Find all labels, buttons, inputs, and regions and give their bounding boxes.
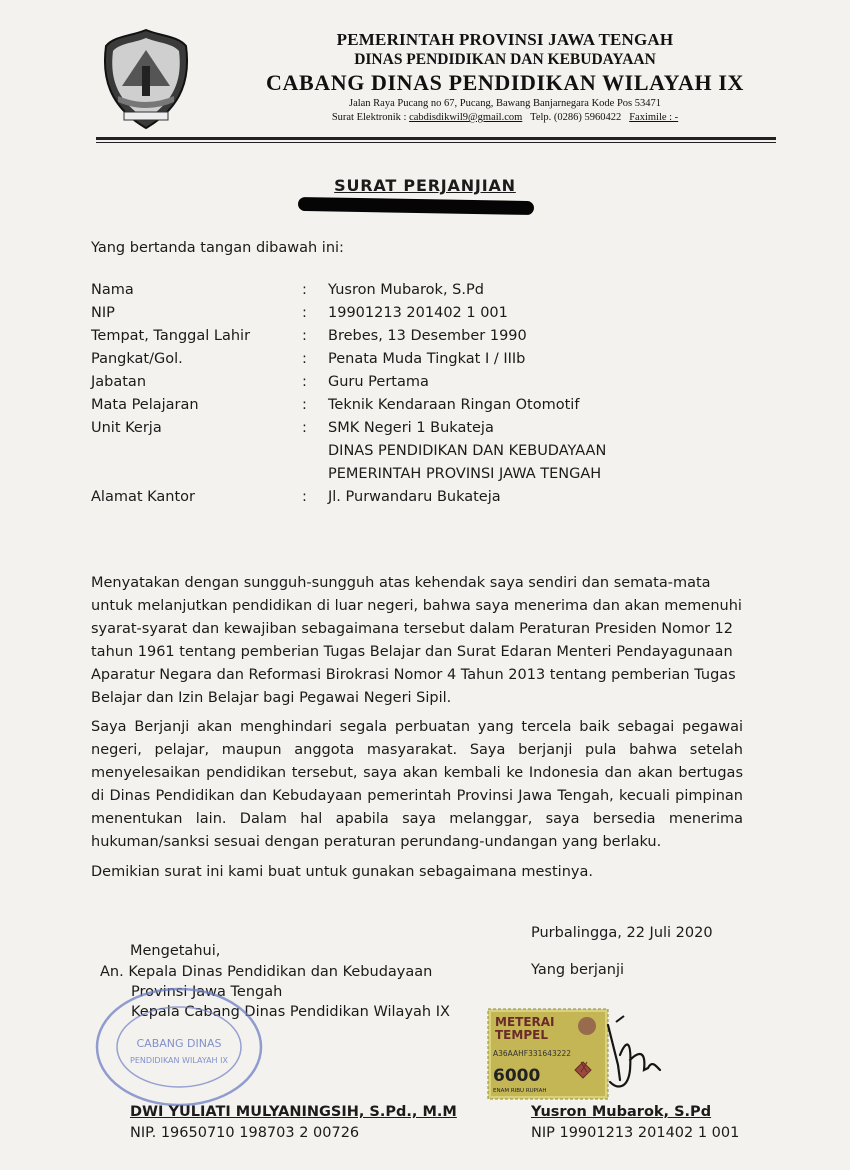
field-value: Jl. Purwandaru Bukateja xyxy=(328,489,501,505)
field-value: Penata Muda Tingkat I / IIIb xyxy=(328,351,526,367)
field-colon: : xyxy=(302,420,307,436)
letterhead-rule-thin xyxy=(96,142,776,143)
approver-line2: Provinsi Jawa Tengah xyxy=(131,984,283,1000)
field-value: Teknik Kendaraan Ringan Otomotif xyxy=(328,397,580,413)
field-label: Jabatan xyxy=(91,374,147,390)
contact-fax: Faximile : - xyxy=(629,112,679,123)
contact-label: Surat Elektronik : xyxy=(331,112,407,123)
field-row-continuation xyxy=(91,440,751,463)
promiser-label: Yang berjanji xyxy=(531,962,624,978)
document-title: SURAT PERJANJIAN xyxy=(334,176,516,195)
field-colon: : xyxy=(302,397,307,413)
identity-fields xyxy=(91,279,751,509)
handwritten-signature-icon xyxy=(560,1010,670,1100)
letterhead-line3: CABANG DINAS PENDIDIKAN WILAYAH IX xyxy=(265,70,744,95)
promiser-name: Yusron Mubarok, S.Pd xyxy=(531,1104,712,1120)
field-row xyxy=(91,486,751,509)
acknowledged-label: Mengetahui, xyxy=(130,943,221,959)
intro-text: Yang bertanda tangan dibawah ini: xyxy=(91,240,344,256)
letterhead-rule-thick xyxy=(96,137,776,140)
letterhead-contact xyxy=(200,111,810,125)
field-row xyxy=(91,279,751,302)
field-value: DINAS PENDIDIKAN DAN KEBUDAYAAN xyxy=(328,443,607,459)
contact-phone: Telp. (0286) 5960422 xyxy=(530,112,622,123)
letterhead-line2: DINAS PENDIDIKAN DAN KEBUDAYAAN xyxy=(354,51,656,68)
meterai-label-1: METERAI xyxy=(495,1015,555,1029)
redaction-bar xyxy=(298,197,534,215)
stamp-text-1: CABANG DINAS xyxy=(136,1037,222,1050)
field-row-continuation xyxy=(91,463,751,486)
field-row xyxy=(91,371,751,394)
meterai-serial: A36AAHF331643222 xyxy=(493,1049,572,1058)
field-row xyxy=(91,394,751,417)
paragraph-promise: Saya Berjanji akan menghindari segala perbuatan yang tercela baik sebagai pegawai negeri, pelajar, maupun anggota masyarakat. Saya berjanji pula bahwa setelah menyelesaikan pendidikan tersebut, saya akan kembali ke Indonesia dan akan bertugas di Dinas Pendidikan dan Kebudayaan pemerintah Provinsi Jawa Tengah, kecuali pimpinan menentukan lain. Dalam hal apabila saya melanggar, saya bersedia menerima hukuman/sanksi sesuai dengan peraturan perundang-undangan yang berlaku. xyxy=(91,719,743,850)
field-label: Unit Kerja xyxy=(91,420,162,436)
field-label: Nama xyxy=(91,282,134,298)
field-row xyxy=(91,325,751,348)
field-colon: : xyxy=(302,305,307,321)
letterhead-line1: PEMERINTAH PROVINSI JAWA TENGAH xyxy=(336,30,674,49)
field-colon: : xyxy=(302,351,307,367)
letterhead xyxy=(200,30,810,125)
meterai-value: 6000 xyxy=(493,1066,541,1086)
field-colon: : xyxy=(302,489,307,505)
field-value: Yusron Mubarok, S.Pd xyxy=(328,282,484,298)
field-colon: : xyxy=(302,374,307,390)
field-value: 19901213 201402 1 001 xyxy=(328,305,508,321)
field-label: Alamat Kantor xyxy=(91,489,195,505)
field-colon: : xyxy=(302,328,307,344)
contact-email: cabdisdikwil9@gmail.com xyxy=(409,112,523,123)
field-label: Mata Pelajaran xyxy=(91,397,199,413)
meterai-label-2: TEMPEL xyxy=(495,1028,548,1042)
paragraph-closing: Demikian surat ini kami buat untuk gunakan sebagaimana mestinya. xyxy=(91,864,593,880)
field-row xyxy=(91,302,751,325)
field-value: Guru Pertama xyxy=(328,374,429,390)
field-value: SMK Negeri 1 Bukateja xyxy=(328,420,494,436)
stamp-text-2: PENDIDIKAN WILAYAH IX xyxy=(130,1056,228,1065)
field-label xyxy=(91,440,302,463)
approver-line1: An. Kepala Dinas Pendidikan dan Kebudayaan xyxy=(100,964,433,980)
approver-nip: NIP. 19650710 198703 2 00726 xyxy=(130,1125,360,1141)
field-label xyxy=(91,463,302,486)
place-date: Purbalingga, 22 Juli 2020 xyxy=(531,925,713,941)
field-value: Brebes, 13 Desember 1990 xyxy=(328,328,527,344)
field-label: Tempat, Tanggal Lahir xyxy=(91,328,251,344)
province-emblem-icon xyxy=(100,26,192,132)
field-row xyxy=(91,348,751,371)
promiser-nip: NIP 19901213 201402 1 001 xyxy=(531,1125,740,1141)
field-colon: : xyxy=(302,282,307,298)
letterhead-address: Jalan Raya Pucang no 67, Pucang, Bawang Banjarnegara Kode Pos 53471 xyxy=(348,98,661,109)
field-label: Pangkat/Gol. xyxy=(91,351,183,367)
field-value: PEMERINTAH PROVINSI JAWA TENGAH xyxy=(328,466,602,482)
approver-name: DWI YULIATI MULYANINGSIH, S.Pd., M.M xyxy=(130,1104,457,1120)
paragraph-statement: Menyatakan dengan sungguh-sungguh atas kehendak saya sendiri dan semata-mata untuk melanjutkan pendidikan di luar negeri, bahwa saya menerima dan akan memenuhi syarat-syarat dan kewajiban sebagaimana tersebut dalam Peraturan Presiden Nomor 12 tahun 1961 tentang pemberian Tugas Belajar dan Surat Edaran Menteri Pendayagunaan Aparatur Negara dan Reformasi Birokrasi Nomor 4 Tahun 2013 tentang pemberian Tugas Belajar dan Izin Belajar bagi Pegawai Negeri Sipil. xyxy=(91,575,742,706)
meterai-value-text: ENAM RIBU RUPIAH xyxy=(493,1088,547,1094)
field-row xyxy=(91,417,751,440)
approver-line3: Kepala Cabang Dinas Pendidikan Wilayah IX xyxy=(131,1004,450,1020)
official-stamp-icon xyxy=(94,985,264,1110)
field-label: NIP xyxy=(91,305,115,321)
